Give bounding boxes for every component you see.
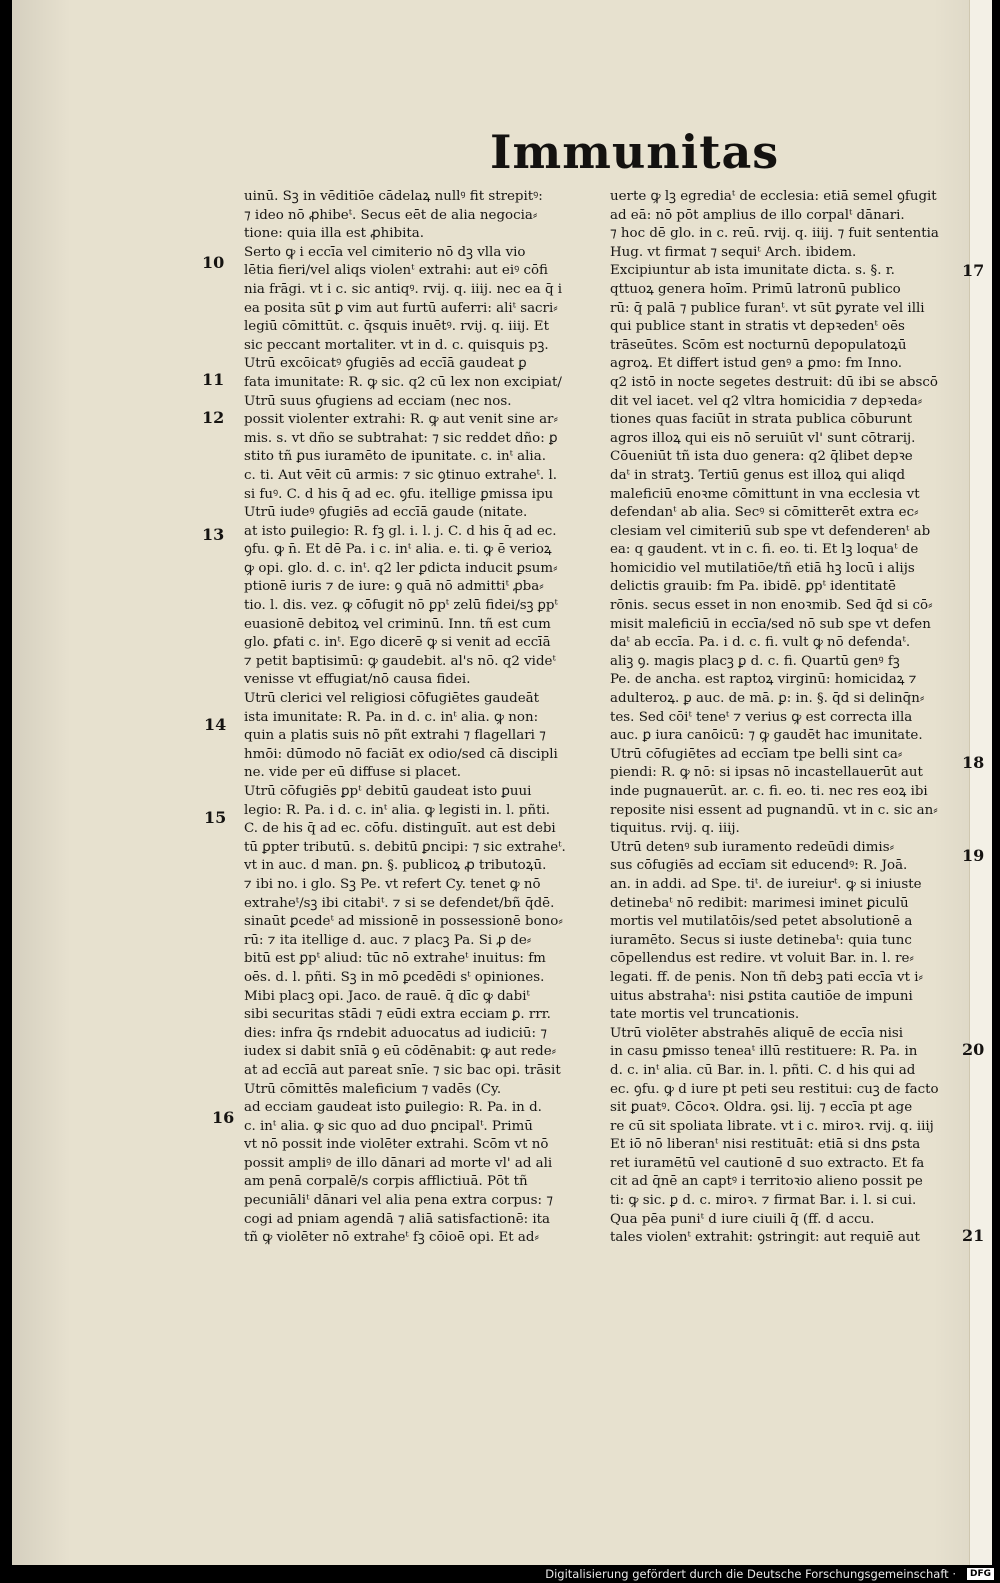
left-column-line: rū: ⁊ ita itellige d. auc. ⁊ placꝫ Pa. Si ꝓ de⸗ (244, 932, 532, 948)
right-column-line: agros illoꝝ qui eis nō seruiūt vl' sunt cōtrarij. (610, 430, 916, 446)
left-column-line: lētia fieri/vel aliqs violenᵗ extrahi: aut eiꝰ cōfi (244, 263, 548, 279)
right-column-line: mortis vel mutilatōis/sed petet absolutionē a (610, 914, 913, 930)
right-column-line: Qua pēa puniᵗ d iure ciuili q̄ (ff. d accu. (610, 1211, 875, 1227)
left-column-line: sic peccant mortaliter. vt in d. c. quisquis pꝫ. (244, 337, 549, 353)
margin-number-19: 19 (962, 846, 985, 865)
right-column-line: detinebaᵗ nō redibit: marimesi iminet ꝑiculū (610, 895, 909, 911)
funding-note: Digitalisierung gefördert durch die Deutsche Forschungsgemeinschaft · (545, 1567, 956, 1581)
right-column-line: Et iō nō liberanᵗ nisi restituāt: etiā si dns ꝑsta (610, 1137, 921, 1153)
right-column-line: inde pugnauerūt. ar. c. fi. eo. ti. nec res eoꝝ ibi (610, 784, 928, 799)
margin-number-11: 11 (202, 370, 225, 389)
left-column-line: Utrū cōfugiēs ꝑpᵗ debitū gaudeat isto ꝑuui (244, 784, 532, 799)
left-column-line: legio: R. Pa. i d. c. inᵗ alia. ꝙ legisti in. l. pñti. (244, 802, 551, 818)
left-column-line: Utrū excōicatꝰ ꝯfugiēs ad eccīā gaudeat ꝑ (244, 356, 527, 372)
right-column-line: uitus abstrahaᵗ: nisi ꝑstita cautiōe de impuni (610, 988, 913, 1004)
margin-number-14: 14 (204, 715, 227, 734)
left-column-line: ne. vide per eū diffuse si placet. (244, 765, 461, 781)
left-column-line: possit ampliꝰ de illo dānari ad morte vl' ad ali (244, 1155, 553, 1171)
left-column-line: extraheᵗ/sꝫ ibi citabiᵗ. ⁊ si se defendet/bñ q̄dē. (244, 895, 555, 911)
right-column-line: delictis grauib: fm Pa. ibidē. ꝑpᵗ identitatē (610, 579, 896, 595)
left-column-line: Utrū cōmittēs maleficium ⁊ vadēs (Cy. (244, 1081, 502, 1097)
left-column-line: at ad eccīā aut pareat snīe. ⁊ sic bac opi. trāsit (244, 1062, 561, 1078)
left-column-line: c. inᵗ alia. ꝙ sic quo ad duo ꝑncipalᵗ. Primū (244, 1118, 533, 1134)
right-column-line: tes. Sed cōiᵗ teneᵗ ⁊ verius ꝙ est correcta illa (610, 709, 913, 725)
right-column-line: piendi: R. ꝙ nō: si ipsas nō incastellauerūt aut (610, 765, 923, 781)
right-column-line: qui publice stant in stratis vt depꝛedenᵗ oēs (610, 319, 905, 335)
right-column-line: re cū sit spoliata librate. vt i c. miroꝛ. rvij. q. iiij (610, 1118, 934, 1134)
right-column-line: cit ad q̄nē an captꝰ i territoꝛio alieno possit pe (610, 1174, 923, 1190)
left-column-line: ꝯfu. ꝙ n̄. Et dē Pa. i c. inᵗ alia. e. ti. ꝙ ē verioꝝ (244, 542, 552, 558)
right-column-line: agroꝝ. Et differt istud genꝰ a ꝑmo: fm Inno. (610, 356, 903, 372)
left-column-line: bitū est ꝑpᵗ aliud: tūc nō extraheᵗ inuitus: fm (244, 951, 546, 967)
left-column-line: uinū. Sꝫ in vēditiōe cādelaꝝ nullꝰ fit strepitꝰ: (244, 189, 543, 204)
running-title: Immunitas (490, 125, 780, 179)
right-column-line: tiquitus. rvij. q. iiij. (610, 821, 740, 837)
book-page (12, 0, 992, 1565)
left-column-line: Utrū suus ꝯfugiens ad ecciam (nec nos. (244, 393, 512, 409)
facing-page-edge (969, 0, 992, 1565)
right-column-line: ret iuramētū vel cautionē d suo extracto. Et fa (610, 1155, 925, 1171)
right-column-line: ti: ꝙ sic. ꝑ d. c. miroꝛ. ⁊ firmat Bar. i. l. si cui. (610, 1193, 917, 1209)
left-column-line: vt nō possit inde violēter extrahi. Scōm vt nō (244, 1137, 549, 1153)
right-column-line: tales violenᵗ extrahit: ꝯstringit: aut requiē aut (610, 1230, 920, 1246)
dfg-logo: DFG (967, 1568, 994, 1580)
right-column-line: misit maleficiū in eccīa/sed nō sub spe vt defen (610, 616, 931, 632)
right-column-line: Cōueniūt tñ ista duo genera: q2 q̄libet depꝛe (610, 449, 913, 465)
right-column-line: reposite nisi essent ad pugnandū. vt in c. sic an⸗ (610, 802, 938, 818)
margin-number-13: 13 (202, 525, 225, 544)
left-column-line: quin a platis suis nō pñt extrahi ⁊ flagellari ⁊ (244, 728, 546, 744)
left-text-column (244, 188, 599, 1248)
left-column-line: C. de his q̄ ad ec. cōfu. distinguīt. aut est debi (244, 821, 556, 837)
left-column-line: sibi securitas stādi ⁊ eūdi extra ecciam ꝑ. rrr. (244, 1007, 551, 1023)
left-column-line: ista imunitate: R. Pa. in d. c. inᵗ alia. ꝙ non: (244, 709, 539, 725)
margin-number-10: 10 (202, 253, 225, 272)
left-column-line: iudex si dabit snīā ꝯ eū cōdēnabit: ꝙ aut rede⸗ (244, 1044, 557, 1060)
right-column-line: sit ꝑuatꝰ. Cōcoꝛ. Oldra. ꝯsi. lij. ⁊ eccīa pt age (610, 1100, 913, 1116)
left-column-line: ⁊ ibi no. i glo. Sꝫ Pe. vt refert Cy. tenet ꝙ nō (244, 876, 541, 892)
margin-number-18: 18 (962, 753, 985, 772)
left-column-line: nia frāgi. vt i c. sic antiqꝰ. rvij. q. iiij. nec ea q̄ i (244, 281, 563, 297)
left-column-line: possit violenter extrahi: R. ꝙ aut venit sine ar⸗ (244, 412, 558, 428)
left-column-line: glo. ꝑfati c. inᵗ. Ego dicerē ꝙ si venit ad eccīā (244, 635, 551, 651)
left-column-line: oēs. d. l. pñti. Sꝫ in mō ꝑcedēdi sᵗ opiniones. (244, 969, 545, 985)
margin-number-15: 15 (204, 808, 227, 827)
footer-bar (0, 1566, 1000, 1583)
right-column-line: Utrū violēter abstrahēs aliquē de eccīa nisi (610, 1025, 904, 1041)
right-column-line: legati. ff. de penis. Non tñ debꝫ pati eccīa vt i⸗ (610, 969, 923, 985)
right-column-line: ea: q gaudent. vt in c. fi. eo. ti. Et lꝫ loquaᵗ de (610, 542, 919, 558)
right-column-line: q2 istō in nocte segetes destruit: dū ibi se abscō (610, 374, 938, 390)
left-column-line: ⁊ petit baptisimū: ꝙ gaudebit. al's nō. q2 videᵗ (244, 653, 556, 669)
right-column-line: Pe. de ancha. est raptoꝝ virginū: homicidaꝝ ⁊ (610, 672, 917, 688)
left-column-line: tione: quia illa est ꝓhibita. (244, 226, 425, 242)
right-column-line: tate mortis vel truncationis. (610, 1007, 800, 1023)
left-column-line: tū ꝑpter tributū. s. debitū ꝑncipi: ⁊ sic extraheᵗ. (244, 839, 566, 855)
right-column-line: cōpellendus est redire. vt voluit Bar. in. l. re⸗ (610, 951, 914, 967)
left-column-line: legiū cōmittūt. c. q̄squis inuētꝰ. rvij. q. iiij. Et (244, 319, 549, 335)
margin-number-17: 17 (962, 261, 985, 280)
margin-number-12: 12 (202, 408, 225, 427)
left-column-line: stito tñ ꝑus iuramēto de ipunitate. c. inᵗ alia. (244, 449, 546, 465)
right-column-line: Excipiuntur ab ista imunitate dicta. s. §. r. (610, 263, 895, 279)
right-column-line: ⁊ hoc dē glo. in c. reū. rvij. q. iiij. ⁊ fuit sententia (610, 226, 939, 242)
left-column-line: ad ecciam gaudeat isto ꝑuilegio: R. Pa. in d. (244, 1100, 542, 1116)
left-column-line: dies: infra q̄s rndebit aduocatus ad iudiciū: ⁊ (244, 1025, 547, 1041)
right-column-line: adulteroꝝ. ꝑ auc. de mā. ꝑ: in. §. q̄d si delinq̄n⸗ (610, 691, 925, 707)
right-column-line: rōnis. secus esset in non enoꝛmib. Sed q̄d si cō⸗ (610, 598, 933, 614)
right-column-line: maleficiū enoꝛme cōmittunt in vna ecclesia vt (610, 486, 920, 502)
left-column-line: c. ti. Aut vēit cū armis: ⁊ sic ꝯtinuo extraheᵗ. l. (244, 467, 557, 483)
right-column-line: ad eā: nō pōt amplius de illo corpalᵗ dānari. (610, 207, 905, 223)
right-column-line: qttuoꝝ genera hoīm. Primū latronū publico (610, 281, 901, 297)
left-column-line: at isto ꝑuilegio: R. fꝫ gl. i. l. j. C. d his q̄ ad ec. (244, 523, 557, 539)
right-column-line: an. in addi. ad Spe. tiᵗ. de iureiurᵗ. ꝙ si iniuste (610, 876, 922, 892)
left-column-line: Mibi placꝫ opi. Jaco. de rauē. q̄ dīc ꝙ dabiᵗ (244, 988, 530, 1004)
right-column-line: defendanᵗ ab alia. Secꝰ si cōmitterēt extra ec⸗ (610, 505, 919, 521)
right-column-line: iuramēto. Secus si iuste detinebaᵗ: quia tunc (610, 932, 912, 948)
left-column-line: mis. s. vt dño se subtrahat: ⁊ sic reddet dño: ꝑ (244, 430, 558, 446)
right-column-line: clesiam vel cimiteriū sub spe vt defenderenᵗ ab (610, 523, 931, 539)
right-text-column (610, 188, 967, 1248)
right-column-line: Utrū cōfugiētes ad eccīam tpe belli sint ca⸗ (610, 746, 903, 762)
right-column-line: Utrū detenꝰ sub iuramento redeūdi dimis⸗ (610, 839, 895, 855)
left-column-line: si fuꝰ. C. d his q̄ ad ec. ꝯfu. itellige ꝑmissa ipu (244, 486, 554, 502)
left-column-line: Utrū iudeꝰ ꝯfugiēs ad eccīā gaude (nitate. (244, 505, 528, 521)
left-column-line: tio. l. dis. vez. ꝙ cōfugit nō ꝑpᵗ zelū fidei/sꝫ ꝑpᵗ (244, 598, 558, 614)
left-column-line: Serto ꝙ i eccīa vel cimiterio nō dꝫ vlla vio (244, 244, 526, 260)
left-column-line: ptionē iuris ⁊ de iure: ꝯ quā nō admittiᵗ ꝓba⸗ (244, 579, 544, 595)
right-column-line: trāseūtes. Scōm est nocturnū depopulatoꝝū (610, 337, 907, 353)
left-column-line: sinaūt ꝑcedeᵗ ad missionē in possessionē bono⸗ (244, 914, 563, 930)
margin-number-16: 16 (212, 1108, 235, 1127)
right-column-line: d. c. inᵗ alia. cū Bar. in. l. pñti. C. d his qui ad (610, 1062, 916, 1078)
left-column-line: fata imunitate: R. ꝙ sic. q2 cū lex non excipiat/ (244, 374, 562, 390)
right-column-line: daᵗ ab eccīa. Pa. i d. c. fi. vult ꝙ nō defendaᵗ. (610, 635, 911, 651)
right-column-line: uerte ꝙ lꝫ egrediaᵗ de ecclesia: etiā semel ꝯfugit (610, 189, 937, 204)
left-column-line: pecuniāliᵗ dānari vel alia pena extra corpus: ⁊ (244, 1193, 553, 1209)
right-column-line: tiones quas faciūt in strata publica cōburunt (610, 412, 912, 428)
margin-number-20: 20 (962, 1040, 985, 1059)
left-column-line: tñ ꝙ violēter nō extraheᵗ fꝫ cōioē opi. Et ad⸗ (244, 1230, 539, 1246)
left-column-line: venisse vt effugiat/nō causa fidei. (244, 672, 471, 688)
right-column-line: dit vel iacet. vel q2 vltra homicidia ⁊ depꝛeda⸗ (610, 393, 923, 409)
left-column-line: ꝙ opi. glo. d. c. inᵗ. q2 ler ꝑdicta inducit ꝑsum⸗ (244, 560, 558, 576)
margin-number-21: 21 (962, 1226, 985, 1245)
left-column-line: vt in auc. d man. ꝑn. §. publicoꝝ ꝓ tributoꝝū. (244, 858, 547, 874)
right-column-line: homicidio vel mutilatiōe/tñ etiā hꝫ locū i alijs (610, 560, 915, 576)
right-column-line: rū: q̄ palā ⁊ publice furanᵗ. vt sūt ꝑyrate vel illi (610, 300, 925, 316)
left-column-line: ⁊ ideo nō ꝓhibeᵗ. Secus eēt de alia negocia⸗ (244, 207, 538, 223)
right-column-line: aliꝫ ꝯ. magis placꝫ ꝑ d. c. fi. Quartū genꝰ fꝫ (610, 653, 900, 669)
left-column-line: am penā corpalē/s corpis afflictiuā. Pōt tñ (244, 1174, 528, 1190)
right-column-line: daᵗ in stratꝫ. Tertiū genus est illoꝝ qui aliqd̄ (610, 467, 906, 483)
left-column-line: hmōi: dūmodo nō faciāt ex odio/sed cā discipli (244, 746, 558, 762)
left-column-line: ea posita sūt ꝑ vim aut furtū auferri: aliᵗ sacri⸗ (244, 300, 558, 316)
right-column-line: in casu ꝑmisso teneaᵗ illū restituere: R. Pa. in (610, 1044, 918, 1060)
right-column-line: auc. ꝑ iura canōicū: ⁊ ꝙ gaudēt hac imunitate. (610, 728, 923, 744)
left-column-line: Utrū clerici vel religiosi cōfugiētes gaudeāt (244, 691, 540, 707)
right-column-line: Hug. vt firmat ⁊ sequiᵗ Arch. ibidem. (610, 244, 857, 260)
right-column-line: ec. ꝯfu. ꝙ d iure pt peti seu restitui: cuꝫ de facto (610, 1081, 939, 1097)
left-column-line: cogi ad pniam agendā ⁊ aliā satisfactionē: ita (244, 1211, 551, 1227)
right-column-line: sus cōfugiēs ad eccīam sit educendꝰ: R. Joā. (610, 858, 908, 874)
left-column-line: euasionē debitoꝝ vel criminū. Inn. tñ est cum (244, 616, 551, 632)
